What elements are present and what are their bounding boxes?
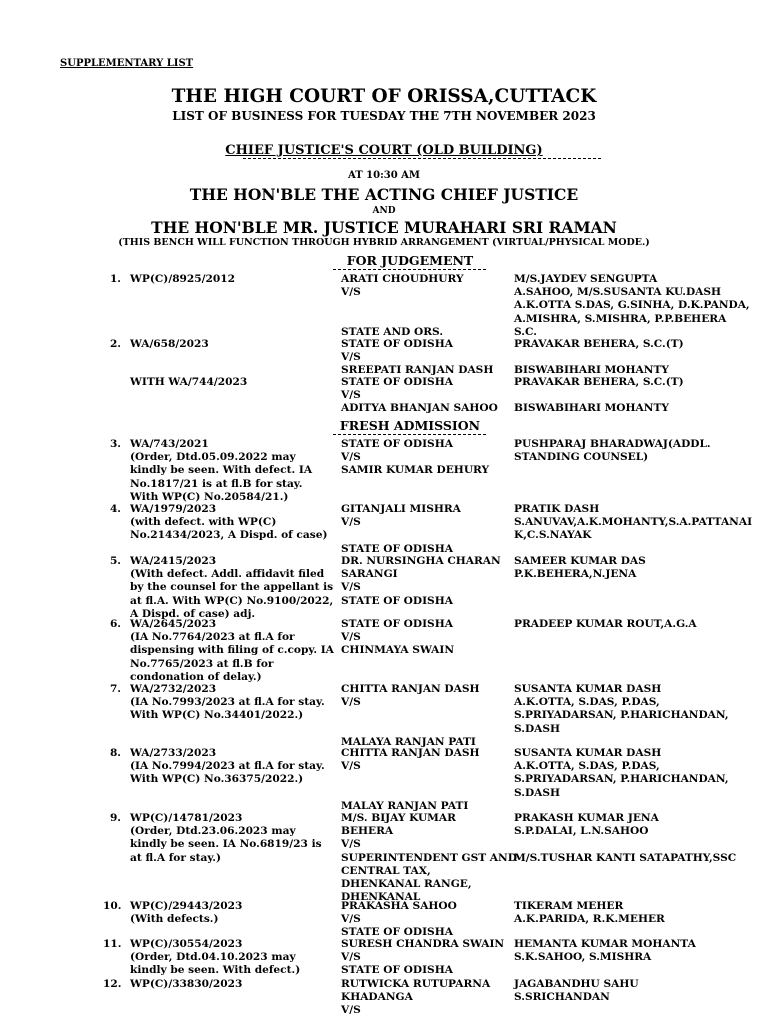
entry-line: V/S [341,760,361,773]
entry-parties [341,273,464,339]
entry-line: WP(C)/14781/2023 [130,812,243,824]
entry-serial-number: 12. [103,978,122,990]
entry-line: V/S [341,1004,361,1017]
entry-line [341,773,480,786]
entry-line: (With defects.) [130,913,219,926]
entry-line: SREEPATI RANJAN DASH [341,364,494,377]
entry-line: PRAVAKAR BEHERA, S.C.(T) [514,338,684,350]
entry-line: V/S [341,838,361,851]
entry-parties [341,812,517,904]
entry-line: V/S [341,581,361,594]
entry-line: V/S [341,696,361,709]
entry-line: CHITTA RANJAN DASH [341,683,480,695]
entry-line: PRAKASH KUMAR JENA [514,812,659,824]
entry-line: S.PRIYADARSAN, P.HARICHANDAN, [514,709,729,722]
supplementary-list-label: SUPPLEMENTARY LIST [60,58,194,69]
entry-line: A.K.OTTA, S.DAS, P.DAS, [514,696,660,709]
entry-case-details [130,938,300,978]
entry-line: CHINMAYA SWAIN [341,644,455,657]
entry-line: A Dispd. of case) adj. [130,607,256,620]
entry-line: ARATI CHOUDHURY [341,273,464,285]
bench-and: AND [372,206,396,216]
entry-line [341,709,480,722]
entry-line: WA/2645/2023 [130,618,217,630]
entry-case-details [130,273,235,286]
entry-parties [341,555,501,608]
entry-serial-number: 8. [109,747,121,759]
entry-line: STATE OF ODISHA [341,542,453,555]
entry-line: TIKERAM MEHER [514,900,624,912]
entry-line: (With defect. Addl. affidavit filed [130,568,325,581]
entry-line: A.K.OTTA S.DAS, G.SINHA, D.K.PANDA, [514,299,750,312]
entry-line: WP(C)/33830/2023 [130,978,243,990]
entry-line: PRAVAKAR BEHERA, S.C.(T) [514,376,684,388]
entry-line: A.MISHRA, S.MISHRA, P.P.BEHERA [514,312,727,325]
entry-line [514,389,684,402]
entry-advocates [514,683,729,736]
entry-line: WITH WA/744/2023 [130,376,248,388]
entry-case-details [130,555,333,621]
entry-line: SARANGI [341,568,398,581]
entry-line [341,787,480,800]
entry-serial-number: 7. [109,683,121,695]
entry-line: V/S [341,451,361,464]
entry-line: dispensing with filing of c.copy. IA [130,644,334,657]
entry-case-details [130,812,322,865]
dashed-divider [333,434,486,435]
entry-line: S.DASH [514,722,561,735]
entry-advocates [514,978,639,1004]
entry-line: A.K.OTTA, S.DAS, P.DAS, [514,760,660,773]
entry-line: (Order, Dtd.05.09.2022 may [130,451,296,464]
entry-parties [341,938,504,978]
entry-line [341,299,464,312]
entry-line: DHENKANAL [341,891,421,904]
entry-line: S.C. [514,325,537,338]
entry-line: WP(C)/8925/2012 [130,273,236,285]
entry-advocates [514,900,665,926]
entry-line: STATE OF ODISHA [341,926,453,939]
entry-line: WP(C)/30554/2023 [130,938,243,950]
entry-line: RUTWICKA RUTUPARNA [341,978,491,990]
entry-line: STATE OF ODISHA [341,338,453,350]
entry-parties [341,747,480,813]
entry-advocates [514,747,729,800]
entry-line: at fl.A. With WP(C) No.9100/2022, [130,594,334,607]
entry-line: SAMIR KUMAR DEHURY [341,464,490,477]
entry-line: SUSANTA KUMAR DASH [514,683,662,695]
entry-advocates [514,503,752,543]
entry-line: by the counsel for the appellant is [130,581,334,594]
entry-line: With WP(C) No.36375/2022.) [130,773,304,786]
entry-line: WA/2733/2023 [130,747,217,759]
entry-line: WA/1979/2023 [130,503,217,515]
entry-serial-number: 4. [109,503,121,515]
entry-case-details [130,683,325,723]
entry-advocates [514,812,736,865]
bench-note: (THIS BENCH WILL FUNCTION THROUGH HYBRID ARRANGEMENT (VIRTUAL/PHYSICAL MODE.) [118,237,650,248]
entry-line: kindly be seen. IA No.6819/23 is [130,838,322,851]
sitting-time: AT 10:30 AM [348,170,420,181]
entry-line: SUPERINTENDENT GST AND [341,851,517,864]
entry-line: S.PRIYADARSAN, P.HARICHANDAN, [514,773,729,786]
entry-parties [341,503,461,556]
entry-serial-number: 9. [109,812,121,824]
entry-line [514,838,736,851]
entry-line [341,313,464,326]
entry-advocates [514,438,711,464]
entry-advocates [514,376,684,416]
entry-line: P.K.BEHERA,N.JENA [514,568,637,581]
entry-line: PRATIK DASH [514,503,600,515]
entry-line: (IA No.7993/2023 at fl.A for stay. [130,696,325,709]
entry-parties [341,376,498,416]
entry-line: ADITYA BHANJAN SAHOO [341,402,498,415]
entry-line: No.1817/21 is at fl.B for stay. [130,477,303,490]
entry-line: STATE OF ODISHA [341,964,453,977]
entry-parties [341,683,480,749]
entry-line: MALAY RANJAN PATI [341,799,469,812]
entry-line: PRADEEP KUMAR ROUT,A.G.A [514,618,697,630]
section-for-judgement: FOR JUDGEMENT [346,253,474,268]
entry-line: V/S [341,389,361,402]
entry-advocates [514,618,697,631]
entry-line: S.ANUVAV,A.K.MOHANTY,S.A.PATTANAI [514,516,753,529]
list-of-business-title: LIST OF BUSINESS FOR TUESDAY THE 7TH NOVEMBER 2023 [172,109,596,123]
entry-parties [341,978,490,1018]
entry-line: kindly be seen. With defect. IA [130,464,313,477]
entry-line: S.P.DALAI, L.N.SAHOO [514,825,649,838]
entry-line: DR. NURSINGHA CHARAN [341,555,501,567]
entry-line: CENTRAL TAX, [341,864,431,877]
entry-serial-number: 2. [109,338,121,350]
entry-advocates [514,938,696,964]
entry-line: S.SRICHANDAN [514,991,610,1004]
entry-serial-number: 1. [109,273,121,285]
entry-line: SURESH CHANDRA SWAIN [341,938,505,950]
entry-line: (Order, Dtd.23.06.2023 may [130,825,296,838]
entry-line: M/S.TUSHAR KANTI SATAPATHY,SSC [514,851,737,864]
entry-line: HEMANTA KUMAR MOHANTA [514,938,696,950]
entry-line: STATE OF ODISHA [341,618,453,630]
entry-case-details [130,338,209,351]
entry-line: V/S [341,351,361,364]
entry-line [341,723,480,736]
entry-line: SUSANTA KUMAR DASH [514,747,662,759]
entry-line: at fl.A for stay.) [130,851,221,864]
entry-line: BISWABIHARI MOHANTY [514,402,669,415]
section-fresh-admission: FRESH ADMISSION [339,418,481,433]
entry-line: JAGABANDHU SAHU [514,978,639,990]
entry-line: No.21434/2023, A Dispd. of case) [130,529,328,542]
entry-case-details [130,438,312,504]
entry-case-details [130,900,242,926]
entry-line: STATE OF ODISHA [341,594,453,607]
entry-line: No.7765/2023 at fl.B for [130,657,274,670]
entry-line: (Order, Dtd.04.10.2023 may [130,951,296,964]
courtroom-heading: CHIEF JUSTICE'S COURT (OLD BUILDING) [225,143,543,158]
entry-case-details [130,978,242,991]
dashed-divider [333,269,486,270]
entry-line: PRAKASHA SAHOO [341,900,457,912]
entry-line: A.SAHOO, M/S.SUSANTA KU.DASH [514,286,722,299]
entry-line: WA/2415/2023 [130,555,217,567]
entry-line: CHITTA RANJAN DASH [341,747,480,759]
entry-serial-number: 5. [109,555,121,567]
entry-line: M/S. BIJAY KUMAR [341,812,456,824]
entry-line: WA/2732/2023 [130,683,217,695]
entry-line: M/S.JAYDEV SENGUPTA [514,273,658,285]
entry-line [341,529,461,542]
entry-line: condonation of delay.) [130,670,262,683]
entry-line: KHADANGA [341,991,413,1004]
entry-line: kindly be seen. With defect.) [130,964,301,977]
entry-line: (with defect. with WP(C) [130,516,277,529]
entry-line: (IA No.7994/2023 at fl.A for stay. [130,760,325,773]
entry-line: S.DASH [514,786,561,799]
entry-line: With WP(C) No.20584/21.) [130,490,289,503]
entry-line: V/S [341,951,361,964]
entry-line: V/S [341,631,361,644]
entry-parties [341,338,493,378]
entry-case-details [130,747,325,787]
entry-line: V/S [341,516,361,529]
entry-advocates [514,555,646,581]
entry-line: MALAYA RANJAN PATI [341,735,476,748]
entry-line: A.K.PARIDA, R.K.MEHER [514,913,665,926]
bench-judge-1: THE HON'BLE THE ACTING CHIEF JUSTICE [189,185,579,204]
entry-parties [341,438,489,478]
entry-line: DHENKANAL RANGE, [341,877,472,890]
entry-line: STATE OF ODISHA [341,376,453,388]
bench-judge-2: THE HON'BLE MR. JUSTICE MURAHARI SRI RAMAN [151,218,617,237]
entry-advocates [514,273,750,339]
entry-line: SAMEER KUMAR DAS [514,555,646,567]
entry-line: S.K.SAHOO, S.MISHRA [514,951,652,964]
entry-line: BISWABIHARI MOHANTY [514,364,669,377]
entry-line: PUSHPARAJ BHARADWAJ(ADDL. [514,438,711,450]
entry-line: (IA No.7764/2023 at fl.A for [130,631,295,644]
entry-line: WA/658/2023 [130,338,209,350]
entry-line: V/S [341,286,361,299]
entry-case-details [130,376,247,389]
entry-line: With WP(C) No.34401/2022.) [130,709,304,722]
entry-line: STATE AND ORS. [341,325,444,338]
entry-line: BEHERA [341,825,394,838]
entry-line: WA/743/2021 [130,438,209,450]
entry-line: WP(C)/29443/2023 [130,900,243,912]
entry-line: K,C.S.NAYAK [514,529,592,542]
entry-line [514,351,684,364]
entry-serial-number: 3. [109,438,121,450]
entry-case-details [130,503,327,543]
entry-parties [341,618,454,658]
entry-line: GITANJALI MISHRA [341,503,461,515]
entry-serial-number: 10. [103,900,122,912]
entry-line: STANDING COUNSEL) [514,451,649,464]
entry-advocates [514,338,684,378]
entry-serial-number: 6. [109,618,121,630]
court-title: THE HIGH COURT OF ORISSA,CUTTACK [171,86,597,107]
entry-line: STATE OF ODISHA [341,438,453,450]
entry-line: V/S [341,913,361,926]
entry-serial-number: 11. [103,938,122,950]
entry-parties [341,900,457,940]
entry-case-details [130,618,334,684]
dashed-divider [243,158,601,159]
